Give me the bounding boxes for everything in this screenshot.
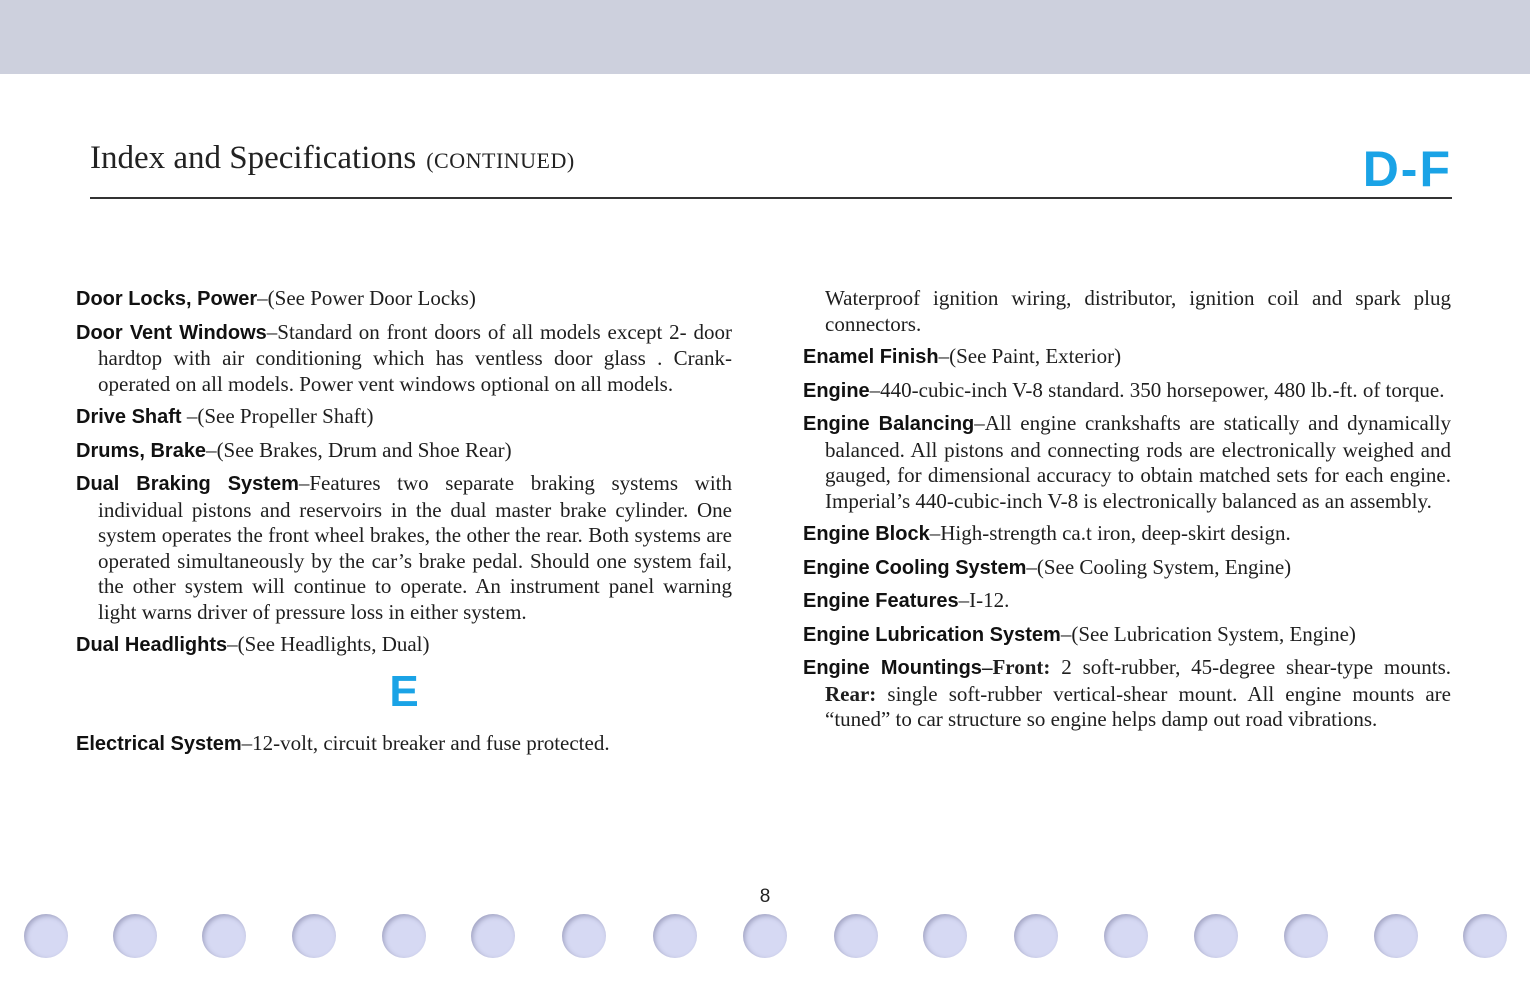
right-column (803, 286, 1451, 740)
binder-hole (1374, 914, 1418, 958)
page-title (90, 140, 575, 177)
entry-term: Drive Shaft (76, 406, 182, 428)
header-divider (90, 197, 1452, 199)
entry-term: Electrical System (76, 732, 242, 755)
binder-hole (292, 914, 336, 958)
entry-text: –(See Paint, Exterior) (938, 344, 1122, 368)
entry-text: –(See Cooling System, Engine) (1026, 554, 1292, 579)
binder-hole (834, 914, 878, 958)
binder-hole (382, 914, 426, 958)
index-entry (803, 521, 1451, 548)
entry-text: –(See Lubrication System, Engine) (1060, 621, 1356, 646)
entry-term: Engine Balancing (803, 413, 975, 435)
binder-hole (1014, 914, 1058, 958)
entry-text: –12-volt, circuit breaker and fuse protected. (241, 730, 610, 755)
page-title-suffix: (CONTINUED) (426, 148, 575, 173)
index-entry (803, 555, 1451, 582)
mountings-rear-label: Rear: (825, 681, 877, 706)
index-entry (803, 655, 1451, 733)
entry-term: Engine Lubrication System (803, 623, 1061, 646)
mountings-front-text: 2 soft-rubber, 45-degree shear-type mounts. (1050, 655, 1451, 679)
index-entry (803, 411, 1451, 514)
page-number: 8 (759, 886, 771, 907)
entry-term: Engine Block (803, 523, 930, 545)
binder-hole (1104, 914, 1148, 958)
entry-text: –(See Propeller Shaft) (181, 404, 374, 428)
binder-hole (923, 914, 967, 958)
binder-hole (1463, 914, 1507, 958)
binder-hole (743, 914, 787, 958)
binder-hole (653, 914, 697, 958)
binder-hole (113, 914, 157, 958)
entry-term: Dual Braking System (76, 473, 299, 495)
entry-term: Engine Cooling System (803, 556, 1027, 579)
entry-term: Engine (803, 379, 870, 402)
index-entry (76, 471, 732, 625)
top-band (0, 0, 1530, 74)
entry-text: –(See Headlights, Dual) (227, 632, 430, 656)
entry-text: –(See Power Door Locks) (257, 286, 476, 310)
binder-holes (0, 914, 1530, 964)
index-entry (76, 320, 732, 398)
entry-term: Drums, Brake (76, 439, 207, 462)
index-entry (76, 632, 732, 659)
entry-text: –440-cubic-inch V-8 standard. 350 horsepower, 480 lb.-ft. of torque. (869, 377, 1445, 402)
page-title-text: Index and Specifications (90, 140, 417, 176)
entry-term: Engine Features (803, 590, 959, 612)
index-entry (76, 438, 732, 465)
entry-text: –All engine crankshafts are statically and dynamically balanced. All pistons and connecting rods are electronically weighed and gauged, for dimensional accuracy to obtain matched sets for each engine. Imperial’s 440-cubic-inch V-8 is electronically balanced as an assembly. (825, 411, 1451, 513)
section-letter: E (389, 666, 419, 716)
mountings-rear-text: single soft-rubber vertical-shear mount. All engine mounts are “tuned” to car structure so engine helps damp out road vibrations. (825, 681, 1451, 731)
index-entry (803, 622, 1451, 649)
binder-hole (471, 914, 515, 958)
index-entry (803, 378, 1451, 405)
binder-hole (1284, 914, 1328, 958)
binder-hole (202, 914, 246, 958)
entry-term: Door Vent Windows (76, 321, 267, 344)
entry-text: –Features two separate braking systems with individual pistons and reservoirs in the dual master brake cylinder. One system operates the front wheel brakes, the other the rear. Both systems are operated simultaneously by the car’s brake pedal. Should one system fail, the other system will continue to operate. An instrument panel warning light warns driver of pressure loss in either system. (98, 471, 732, 624)
index-entry (76, 404, 732, 431)
binder-hole (562, 914, 606, 958)
entry-term: Enamel Finish (803, 346, 939, 368)
binder-hole (1194, 914, 1238, 958)
entry-term: Engine Mountings (803, 657, 982, 679)
mountings-front-label: –Front: (981, 655, 1051, 679)
entry-text: –I-12. (958, 588, 1010, 612)
index-entry (76, 286, 732, 313)
index-entry (803, 344, 1451, 371)
entry-text: –High-strength ca.t iron, deep-skirt design. (929, 521, 1291, 545)
section-code: D-F (1362, 141, 1452, 197)
index-entry (76, 731, 732, 758)
entry-term: Door Locks, Power (76, 288, 258, 310)
left-column (76, 286, 732, 764)
entry-term: Dual Headlights (76, 634, 228, 656)
binder-hole (24, 914, 68, 958)
entry-text: –(See Brakes, Drum and Shoe Rear) (206, 437, 512, 462)
entry-text: –Standard on front doors of all models except 2- door hardtop with air conditioning which has ventless door glass . Crank-operated on all models. Power vent windows optional on all models. (98, 319, 732, 396)
continued-text: Waterproof ignition wiring, distributor, ignition coil and spark plug connectors. (825, 286, 1451, 336)
index-entry (803, 588, 1451, 615)
